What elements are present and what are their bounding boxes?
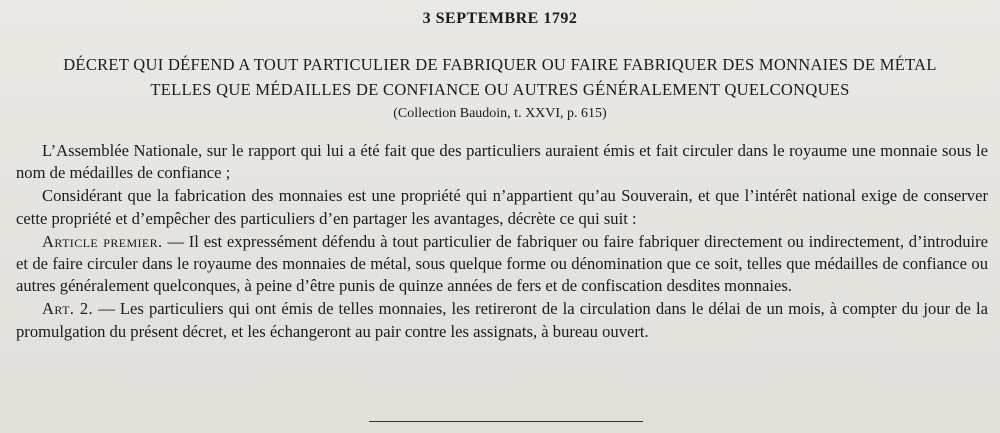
- closing-rule: [369, 421, 643, 422]
- paragraph-preamble: L’Assemblée Nationale, sur le rapport qui lui a été fait que des particuliers auraient émis et fait circuler dans le royaume une monnaie sous le nom de médailles de confiance ;: [16, 141, 988, 183]
- paragraph-considerant: Considérant que la fabrication des monnaies est une propriété qui n’appartient qu’au Souverain, et que l’intérêt national exige de conserver cette propriété et d’empêcher des particuliers d’en partager les avantages, décrète ce qui suit :: [16, 186, 988, 228]
- article-1: [16, 231, 988, 298]
- article-2-label: Art. 2.: [42, 299, 94, 319]
- article-1-label: Article premier.: [42, 231, 163, 251]
- decree-title-line-1: DÉCRET QUI DÉFEND A TOUT PARTICULIER DE FABRIQUER OU FAIRE FABRIQUER DES MONNAIES DE MÉTAL: [63, 55, 937, 74]
- decree-body: [16, 140, 988, 343]
- article-2: [16, 298, 988, 342]
- article-2-text: — Les particuliers qui ont émis de telles monnaies, les retireront de la circulation dans le délai de un mois, à compter du jour de la promulgation du présent décret, et les échangeront au pair contre les assignats, à bureau ouvert.: [16, 299, 988, 341]
- article-1-text: — Il est expressément défendu à tout particulier de fabriquer ou faire fabriquer directement ou indirectement, d’introduire et de faire circuler dans le royaume des monnaies de métal, sous quelque forme ou dénomination que ce soit, telles que médailles de confiance ou autres généralement quelconques, à peine d’être punis de quinze années de fers et de confiscation desdites monnaies.: [16, 231, 989, 296]
- decree-title-line-2: TELLES QUE MÉDAILLES DE CONFIANCE OU AUTRES GÉNÉRALEMENT QUELCONQUES: [150, 80, 850, 99]
- decree-date: 3 SEPTEMBRE 1792: [422, 10, 578, 27]
- source-citation: (Collection Baudoin, t. XXVI, p. 615): [393, 106, 607, 121]
